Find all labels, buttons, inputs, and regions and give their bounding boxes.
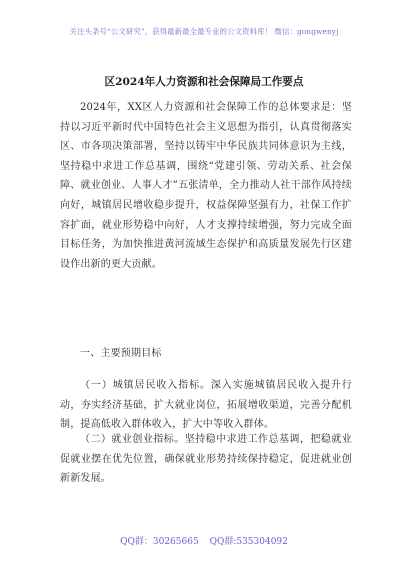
paragraph-employment-target: （二）就业创业指标。坚持稳中求进工作总基调，把稳就业促就业摆在优先位置，确保就业形势持续保持稳定，促进就业创新新发展。 (60, 434, 352, 485)
footer-qq-group-2: QQ群:535304092 (209, 537, 288, 547)
footer-qq-group-1: QQ群：30265665 (120, 537, 199, 547)
header-banner: 关注头条号“公文研究”，获得最新最全最专业的公文资料库！ 微信：gongwenyj (69, 27, 339, 36)
document-title: 区2024年人力资源和社会保障局工作要点 (104, 76, 304, 88)
section-heading: 一、主要预期目标 (80, 348, 162, 359)
paragraph-intro: 2024年，XX区人力资源和社会保障工作的总体要求是：坚持以习近平新时代中国特色社会主义思想为指引，认真贯彻落实区、市各项决策部署，坚持以铸牢中华民族共同体意识为主线，坚持稳中求进工作总基调，围绕“党建引领、劳动关系、社会保障、就业创业、人事人才”五张清单，全力推动人社干部作风持续向好，城镇居民增收稳步提升，权益保障坚强有力，社保工作扩容扩面，就业形势稳中向好，人才支撑持续增强，努力完成全面目标任务，为加快推进黄河流域生态保护和高质量发展先行区建设作出新的更大贡献。 (60, 102, 352, 270)
footer (0, 534, 408, 547)
paragraph-income-target: （一）城镇居民收入指标。深入实施城镇居民收入提升行动，夯实经济基础，扩大就业岗位，拓展增收渠道，完善分配机制，提高低收入群体收入，扩大中等收入群体。 (60, 380, 352, 431)
